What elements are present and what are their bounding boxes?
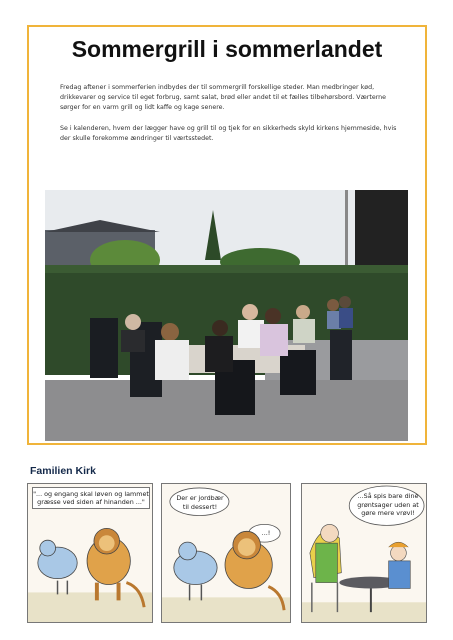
panel-3-speech-bubble: ...Så spis bare dine grøntsager uden at gøre mere vrøvl! [357,492,419,517]
comic-panel-2 [161,483,291,623]
intro-paragraph: Fredag aftener i sommerferien indbydes der til sommergrill forskellige steder. Man medbringer kød, drikkevarer og service til eget forbrug, samt salat, brød eller andet til et fælles tilbehørsbord. Værterne sørger for en varm grill og lidt kaffe og kage senere. [60,84,387,112]
panel-2-thought-bubble: ...! [261,529,271,537]
comic-panel-1 [27,483,153,623]
comic-heading: Familien Kirk [30,465,96,477]
calendar-paragraph: Se i kalenderen, hvem der lægger have og grill til og tjek for en sikkerheds skyld kirkens hjemmeside, hvis der skulle forekomme ændringer til værtsstedet. [60,125,397,143]
comic-panel-3 [301,483,427,623]
page-title: Sommergrill i sommerlandet [71,36,383,62]
garden-grill-photo [45,190,408,441]
panel-2-speech-bubble: Der er jordbær til dessert! [176,494,224,511]
panel-1-caption: "... og engang skal løven og lammet græsse ved siden af hinanden ..." [32,487,150,509]
